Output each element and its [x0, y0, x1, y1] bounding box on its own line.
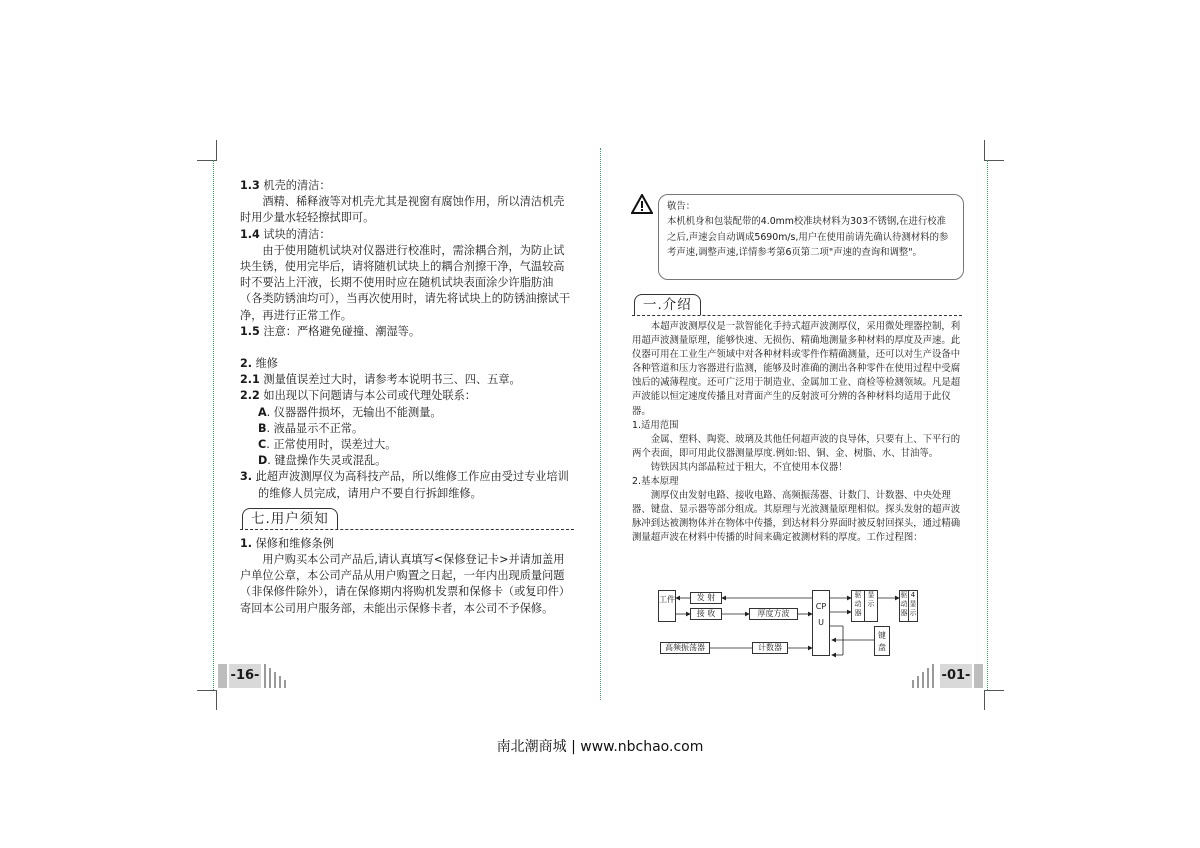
- section-1-4-heading: 1.4 试块的清洁：: [240, 227, 331, 241]
- node-display-1: 显示: [864, 590, 878, 622]
- guide-line: [213, 160, 214, 690]
- section-1-3-heading: 1.3 机壳的清洁：: [240, 179, 331, 192]
- page-tab-edge: [218, 664, 227, 688]
- node-receive: 接 收: [690, 608, 722, 620]
- page-number-right: -01-: [940, 664, 972, 688]
- node-driver-1: 驱动器: [851, 590, 865, 622]
- left-page: [240, 178, 574, 617]
- crop-mark: [216, 690, 217, 710]
- scope-note: 铸铁因其内部晶粒过于粗大，不宜使用本仪器！: [650, 461, 848, 473]
- node-thickness-wave: 厚度方波: [749, 608, 798, 620]
- section-1-4-body: 由于使用随机试块对仪器进行校准时，需涂耦合剂，为防止试块生锈，使用完毕后，请将随机试块上的耦合剂擦干净，气温较高时不要沾上汗液，长期不使用时应在随机试块表面涂少许脂肪油（各类防锈油均可），当再次使用时，请先将试块上的防锈油擦试干净，再进行正常工作。: [240, 243, 571, 322]
- warning-text: 本机机身和包装配带的4.0mm校准块材料为303不锈钢,在进行校准之后,声速会自动调成5690m/s,用户在使用前请先确认待测材料的参考声速,调整声速,详情参考第6页第二项"声速的查询和调整"。: [667, 216, 949, 259]
- node-display-2: 4显示: [908, 590, 918, 622]
- section-7-header: [240, 508, 574, 530]
- node-cpu: CPU: [812, 590, 830, 656]
- section-3: 3. 此超声波测厚仪为高科技产品，所以维修工作应由受过专业培训的维修人员完成，请用户不要自行拆卸维修。: [240, 470, 569, 500]
- warning-box: [658, 194, 964, 280]
- center-fold-line: [600, 148, 601, 700]
- page-tab-edge: [974, 664, 983, 688]
- warning-label: 敬告：: [667, 201, 696, 212]
- node-keyboard: 键盘: [874, 626, 890, 656]
- node-driver-2: 驱动器: [899, 590, 909, 622]
- section-1-3-body: 酒精、稀释液等对机壳尤其是视窗有腐蚀作用，所以清洁机壳时用少量水轻轻擦拭即可。: [240, 195, 565, 225]
- crop-mark: [984, 690, 1004, 691]
- section-1-5: 1.5 注意：严格避免碰撞、潮湿等。: [240, 324, 421, 338]
- intro-paragraph: 本超声波测厚仪是一款智能化手持式超声波测厚仪，采用微处理器控制，利用超声波测量原理，能够快速、无损伤、精确地测量多种材料的厚度及声速。此仪器可用在工业生产领域中对各种材料或零件作精确测量，还可以对生产设备中各种管道和压力容器进行监测，能够及时准确的测出各种零件在使用过程中受腐蚀后的减薄程度。还可广泛用于制造业、金属加工业、商检等检测领域。凡是超声波能以恒定速度传播且对背面产生的反射波可分辨的各种材料均适用于此仪器。: [632, 321, 961, 417]
- guide-line: [987, 160, 988, 690]
- list-item: A. 仪器器件损坏，无输出不能测量。: [258, 405, 442, 419]
- crop-mark: [197, 160, 217, 161]
- scope-body: 金属、塑料、陶瓷、玻璃及其他任何超声波的良导体，只要有上、下平行的两个表面，即可用此仪器测量厚度.例如:铝、铜、金、树脂、水、甘油等。: [632, 433, 961, 459]
- warning-icon: [631, 194, 653, 214]
- node-oscillator: 高频振荡器: [660, 642, 710, 654]
- node-workpiece: 工件: [658, 590, 676, 622]
- section-2-1: 2.1 测量值误差过大时，请参考本说明书三、四、五章。: [240, 373, 521, 387]
- section-1-title: 一.介绍: [634, 294, 701, 315]
- principle-heading: 2.基本原理: [632, 476, 679, 488]
- page-number-left: -16-: [229, 664, 261, 688]
- crop-mark: [984, 140, 985, 160]
- site-footer: 南北潮商城 | www.nbchao.com: [496, 739, 704, 755]
- crop-mark: [216, 140, 217, 160]
- scope-heading: 1.适用范围: [632, 419, 679, 431]
- section-7-1-heading: 1. 保修和维修条例: [240, 536, 334, 550]
- crop-mark: [197, 690, 217, 691]
- list-item: D. 键盘操作失灵或混乱。: [258, 454, 387, 468]
- node-transmit: 发 射: [690, 592, 722, 604]
- principle-body: 测厚仪由发射电路、接收电路、高频振荡器、计数门、计数器、中央处理器、键盘、显示器等部分组成。其原理与光波测量原理相似。探头发射的超声波脉冲到达被测物体并在物体中传播，到达材料分界面时被反射回探头，通过精确测量超声波在材料中传播的时间来确定被测材料的厚度。工作过程图：: [632, 490, 961, 544]
- list-item: B. 液晶显示不正常。: [258, 421, 364, 435]
- section-7-1-body: 用户购买本公司产品后,请认真填写<保修登记卡>并请加盖用户单位公章，本公司产品从用户购置之日起，一年内出现质量问题（非保修件除外），请在保修期内将购机发票和保修卡（或复印件）寄回本公司用户服务部，未能出示保修卡者，本公司不予保修。: [240, 553, 571, 615]
- section-2-2: 2.2 如出现以下问题请与本公司或代理处联系：: [240, 389, 476, 403]
- list-item: C. 正常使用时，误差过大。: [258, 438, 397, 452]
- crop-mark: [984, 690, 985, 710]
- section-7-title: 七.用户须知: [242, 508, 338, 529]
- page-tab-stripes: [264, 664, 290, 688]
- node-counter: 计数器: [752, 642, 788, 654]
- page-tab-stripes: [910, 664, 936, 688]
- section-2-heading: 2. 维修: [240, 357, 278, 371]
- right-page: [632, 320, 966, 546]
- section-1-header: [632, 294, 962, 316]
